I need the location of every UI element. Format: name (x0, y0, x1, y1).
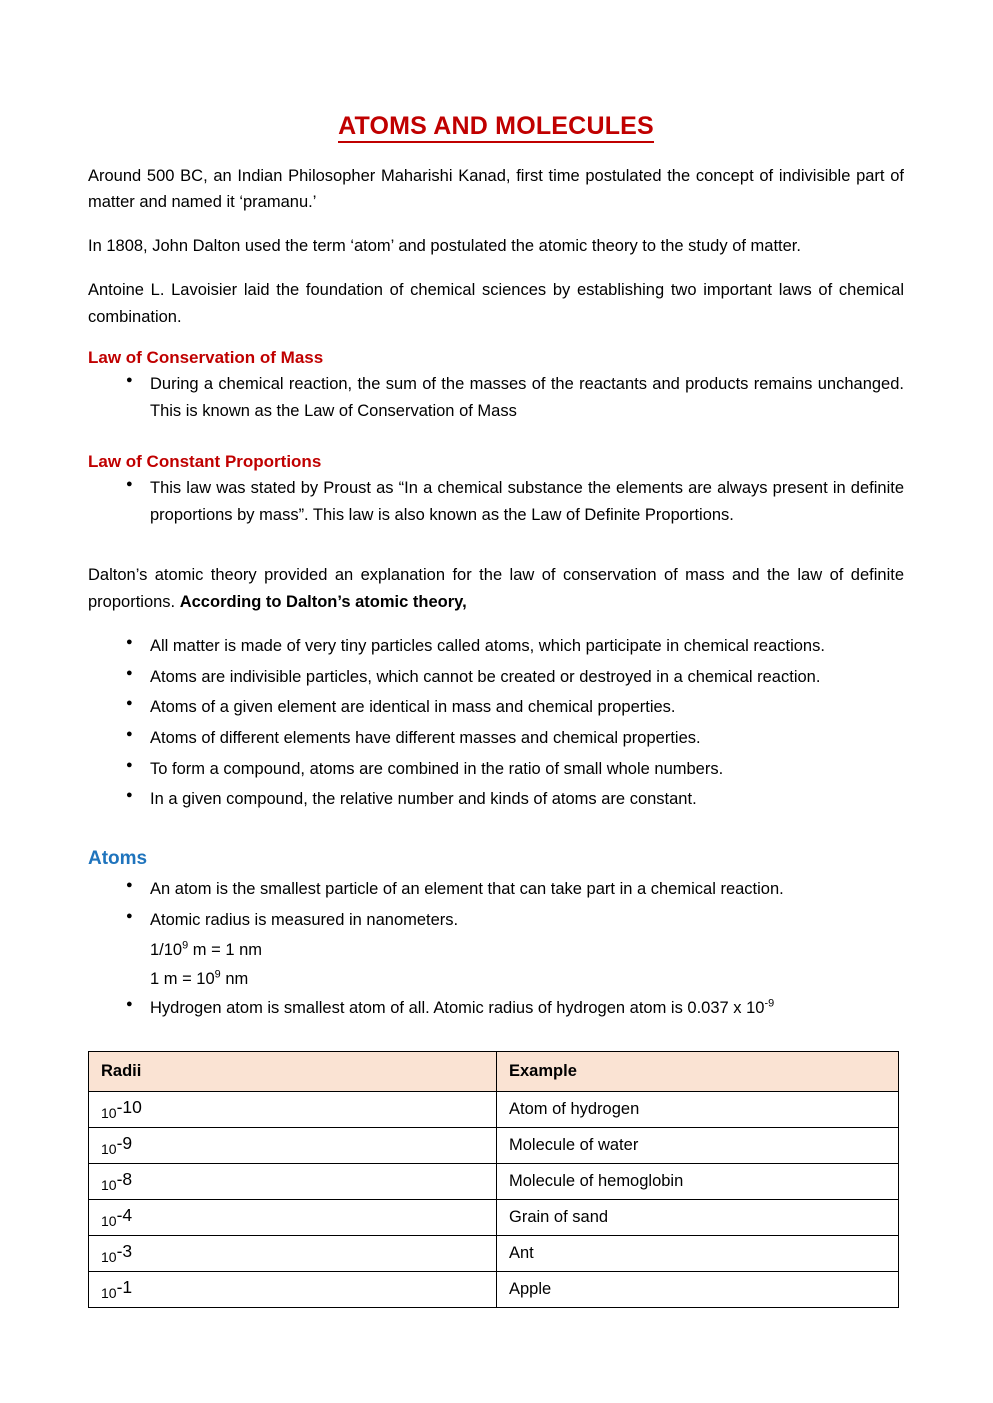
list-item: ● Atoms are indivisible particles, which cannot be created or destroyed in a chemical reaction. (88, 664, 904, 691)
table-row (89, 1200, 899, 1236)
column-header-example: Example (497, 1052, 899, 1092)
radii-base: 10 (101, 1176, 117, 1193)
spacer (88, 429, 904, 451)
radii-exponent: -8 (116, 1169, 133, 1190)
radii-exponent: -9 (116, 1133, 133, 1154)
radii-table-body (89, 1092, 899, 1308)
intro-paragraph-3: Antoine L. Lavoisier laid the foundation of chemical sciences by establishing two important laws of chemical combination. (88, 280, 904, 326)
list-law-of-constant-proportions (88, 475, 904, 528)
radii-exponent: -1 (116, 1277, 133, 1298)
table-row (89, 1272, 899, 1308)
cell-example: Ant (497, 1236, 899, 1272)
radii-base: 10 (101, 1212, 117, 1229)
radii-exponent: -3 (116, 1241, 133, 1262)
radii-exponent: -4 (116, 1205, 133, 1226)
list-item: ● All matter is made of very tiny particles called atoms, which participate in chemical reactions. (88, 633, 904, 660)
list-item: ● This law was stated by Proust as “In a chemical substance the elements are always present in definite proportions by mass”. This law is also known as the Law of Definite Proportions. (88, 475, 904, 528)
radii-value (101, 1097, 142, 1121)
radii-base: 10 (101, 1248, 117, 1265)
radii-base: 10 (101, 1104, 117, 1121)
radii-value (101, 1277, 133, 1301)
heading-law-of-conservation-of-mass: Law of Conservation of Mass (88, 348, 324, 368)
radii-value (101, 1241, 133, 1265)
table-header-row (89, 1052, 899, 1092)
radii-table (88, 1051, 899, 1308)
dalton-lead-bold: According to Dalton’s atomic theory, (179, 593, 467, 612)
equation-2-post: nm (220, 970, 249, 988)
equation-1-exponent: 9 (182, 939, 189, 952)
cell-radii (89, 1164, 497, 1200)
list-item: ● In a given compound, the relative number and kinds of atoms are constant. (88, 786, 904, 813)
list-item: ● Atomic radius is measured in nanometers. (88, 907, 904, 934)
heading-atoms: Atoms (88, 848, 148, 870)
spacer (88, 817, 904, 847)
intro-paragraph-2: In 1808, John Dalton used the term ‘atom’ and postulated the atomic theory to the study of matter. (88, 237, 801, 256)
radii-value (101, 1169, 133, 1193)
cell-radii (89, 1236, 497, 1272)
equation-meter-to-nm (150, 966, 904, 993)
equation-1-post: m = 1 nm (188, 941, 263, 960)
dalton-lead-paragraph (88, 562, 904, 615)
cell-example: Atom of hydrogen (497, 1092, 899, 1128)
spacer (88, 532, 904, 562)
equation-nm-to-meter (150, 937, 904, 964)
cell-radii (89, 1272, 497, 1308)
radii-base: 10 (101, 1140, 117, 1157)
table-row (89, 1092, 899, 1128)
list-item: ● To form a compound, atoms are combined in the ratio of small whole numbers. (88, 756, 904, 783)
cell-example: Molecule of water (497, 1128, 899, 1164)
equation-2-exponent: 9 (214, 968, 221, 981)
cell-radii (89, 1200, 497, 1236)
page-title (88, 112, 904, 141)
radii-base: 10 (101, 1284, 117, 1301)
page-title-text: ATOMS AND MOLECULES (338, 112, 654, 143)
intro-paragraph-1: Around 500 BC, an Indian Philosopher Maharishi Kanad, first time postulated the concept of indivisible part of matter and named it ‘pramanu.’ (88, 166, 904, 212)
equation-2-pre: 1 m = 10 (150, 970, 215, 988)
document-content (88, 112, 904, 1308)
dalton-lead-normal: Dalton’s atomic theory provided an explanation for the law of conservation of mass and the law of definite proportions. (88, 566, 904, 612)
heading-law-of-constant-proportions: Law of Constant Proportions (88, 451, 322, 471)
list-dalton-postulates (88, 633, 904, 813)
equation-1-pre: 1/10 (150, 941, 183, 960)
list-atoms (88, 876, 904, 933)
radii-value (101, 1205, 133, 1229)
table-row (89, 1164, 899, 1200)
list-law-of-conservation-of-mass (88, 371, 904, 424)
list-item: ● During a chemical reaction, the sum of the masses of the reactants and products remains unchanged. This is known as the Law of Conservation of Mass (88, 371, 904, 424)
list-item: ● Atoms of a given element are identical in mass and chemical properties. (88, 694, 904, 721)
cell-radii (89, 1092, 497, 1128)
cell-radii (89, 1128, 497, 1164)
list-item (88, 995, 904, 1022)
table-row (89, 1236, 899, 1272)
cell-example: Grain of sand (497, 1200, 899, 1236)
radii-value (101, 1133, 133, 1157)
list-atoms-hydrogen (88, 995, 904, 1022)
table-row (89, 1128, 899, 1164)
cell-example: Apple (497, 1272, 899, 1308)
hydrogen-text: Hydrogen atom is smallest atom of all. Atomic radius of hydrogen atom is 0.037 x 10 (150, 998, 765, 1017)
hydrogen-exponent: -9 (764, 997, 775, 1010)
list-item: ● Atoms of different elements have different masses and chemical properties. (88, 725, 904, 752)
list-item: ● An atom is the smallest particle of an element that can take part in a chemical reaction. (88, 876, 904, 903)
cell-example: Molecule of hemoglobin (497, 1164, 899, 1200)
radii-exponent: -10 (116, 1097, 142, 1118)
column-header-radii: Radii (89, 1052, 497, 1092)
